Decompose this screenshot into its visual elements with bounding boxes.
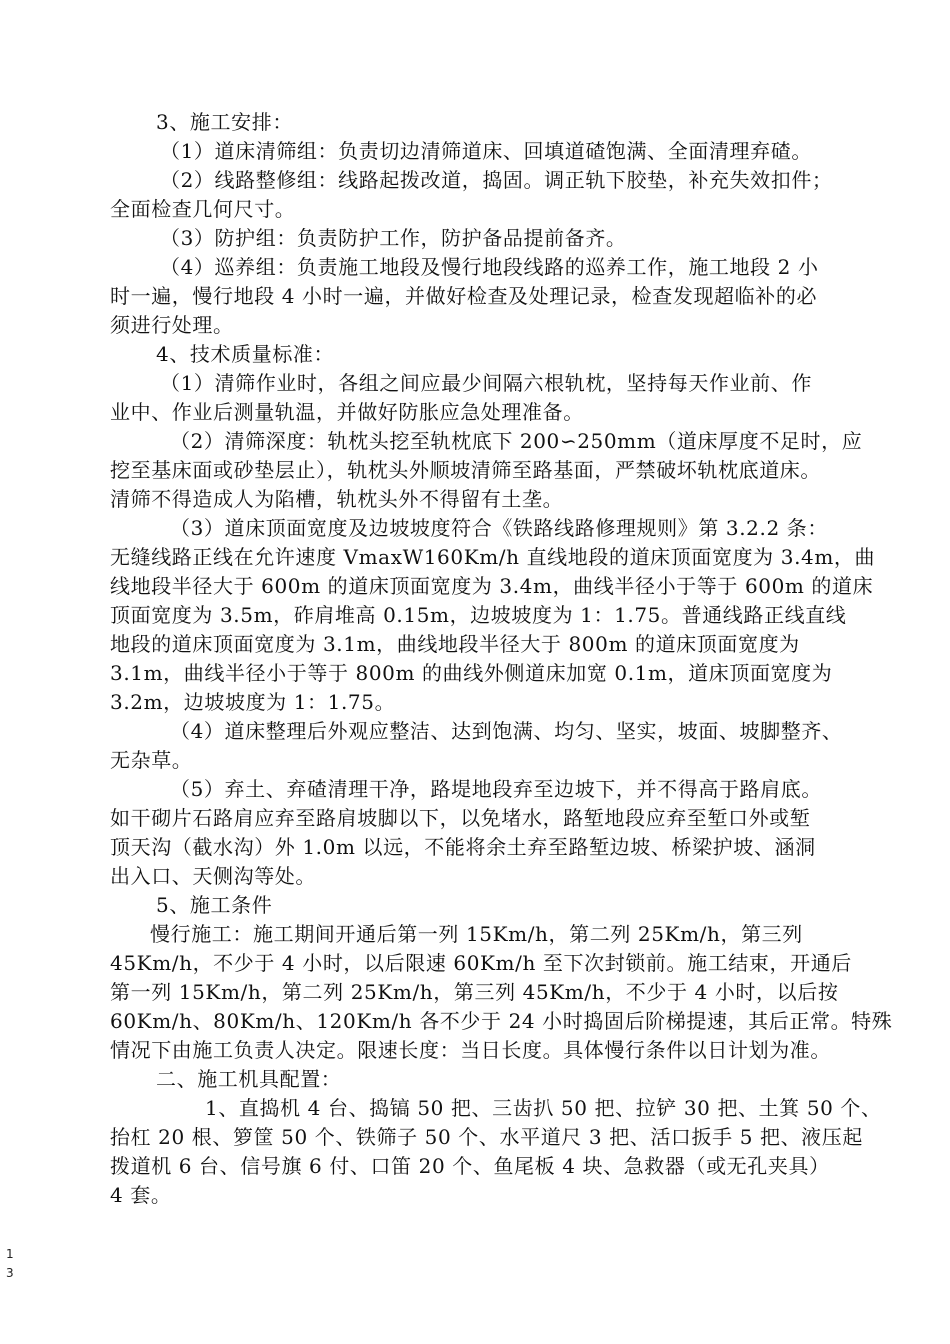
paragraph-line: 时一遍，慢行地段 4 小时一遍，并做好检查及处理记录，检查发现超临补的必	[110, 284, 818, 308]
paragraph-line: 地段的道床顶面宽度为 3.1m，曲线地段半径大于 800m 的道床顶面宽度为	[110, 632, 800, 656]
page-number-bottom: 3	[6, 1266, 14, 1280]
paragraph-line: 4 套。	[110, 1183, 172, 1207]
paragraph-line: （1）清筛作业时，各组之间应最少间隔六根轨枕，坚持每天作业前、作	[160, 371, 812, 395]
section-heading: 4、技术质量标准：	[156, 342, 335, 366]
paragraph-line: 60Km/h、80Km/h、120Km/h 各不少于 24 小时捣固后阶梯提速，其后正常。特殊	[110, 1009, 893, 1033]
paragraph-line: 顶面宽度为 3.5m，砟肩堆高 0.15m，边坡坡度为 1：1.75。普通线路正线直线	[110, 603, 847, 627]
paragraph-line: 第一列 15Km/h，第二列 25Km/h，第三列 45Km/h，不少于 4 小时，以后按	[110, 980, 839, 1004]
paragraph-line: 抬杠 20 根、箩筐 50 个、铁筛子 50 个、水平道尺 3 把、活口扳手 5 把、液压起	[110, 1125, 863, 1149]
paragraph-line: 须进行处理。	[110, 313, 234, 337]
page-number-top: 1	[6, 1247, 14, 1261]
paragraph-line: 无缝线路正线在允许速度 VmaxW160Km/h 直线地段的道床顶面宽度为 3.4m，曲	[110, 545, 876, 569]
section-heading: 3、施工安排：	[156, 110, 293, 134]
paragraph-line: （4）道床整理后外观应整洁、达到饱满、均匀、坚实，坡面、坡脚整齐、	[170, 719, 843, 743]
paragraph-line: （2）线路整修组：线路起拨改道，捣固。调正轨下胶垫，补充失效扣件；	[160, 168, 833, 192]
paragraph-line: 出入口、天侧沟等处。	[110, 864, 316, 888]
paragraph-line: 3.1m，曲线半径小于等于 800m 的曲线外侧道床加宽 0.1m，道床顶面宽度为	[110, 661, 833, 685]
paragraph-line: 全面检查几何尺寸。	[110, 197, 296, 221]
paragraph-line: （3）道床顶面宽度及边坡坡度符合《铁路线路修理规则》第 3.2.2 条：	[170, 516, 828, 540]
paragraph-line: 顶天沟（截水沟）外 1.0m 以远，不能将余土弃至路堑边坡、桥梁护坡、涵洞	[110, 835, 816, 859]
paragraph-line: （5）弃土、弃碴清理干净，路堤地段弃至边坡下，并不得高于路肩底。	[170, 777, 822, 801]
section-heading: 二、施工机具配置：	[156, 1067, 342, 1091]
paragraph-line: （2）清筛深度：轨枕头挖至轨枕底下 200∽250mm（道床厚度不足时，应	[170, 429, 863, 453]
paragraph-line: 3.2m，边坡坡度为 1：1.75。	[110, 690, 396, 714]
paragraph-line: 线地段半径大于 600m 的道床顶面宽度为 3.4m，曲线半径小于等于 600m 的道床	[110, 574, 874, 598]
paragraph-line: （3）防护组：负责防护工作，防护备品提前备齐。	[160, 226, 627, 250]
paragraph-line: 业中、作业后测量轨温，并做好防胀应急处理准备。	[110, 400, 584, 424]
paragraph-line: 无杂草。	[110, 748, 193, 772]
paragraph-line: 挖至基床面或砂垫层止），轨枕头外顺坡清筛至路基面，严禁破坏轨枕底道床。	[110, 458, 821, 482]
paragraph-line: 如干砌片石路肩应弃至路肩坡脚以下，以免堵水，路堑地段应弃至堑口外或堑	[110, 806, 811, 830]
section-heading: 5、施工条件	[156, 893, 273, 917]
paragraph-line: （1）道床清筛组：负责切边清筛道床、回填道碴饱满、全面清理弃碴。	[160, 139, 812, 163]
paragraph-line: （4）巡养组：负责施工地段及慢行地段线路的巡养工作，施工地段 2 小	[160, 255, 819, 279]
paragraph-line: 1、直捣机 4 台、捣镐 50 把、三齿扒 50 把、拉铲 30 把、土箕 50 个、	[205, 1096, 882, 1120]
paragraph-line: 慢行施工：施工期间开通后第一列 15Km/h，第二列 25Km/h，第三列	[150, 922, 803, 946]
paragraph-line: 情况下由施工负责人决定。限速长度：当日长度。具体慢行条件以日计划为准。	[110, 1038, 831, 1062]
paragraph-line: 45Km/h，不少于 4 小时，以后限速 60Km/h 至下次封锁前。施工结束，开通后	[110, 951, 852, 975]
paragraph-line: 拨道机 6 台、信号旗 6 付、口笛 20 个、鱼尾板 4 块、急救器（或无孔夹具）	[110, 1154, 830, 1178]
paragraph-line: 清筛不得造成人为陷槽，轨枕头外不得留有土垄。	[110, 487, 564, 511]
